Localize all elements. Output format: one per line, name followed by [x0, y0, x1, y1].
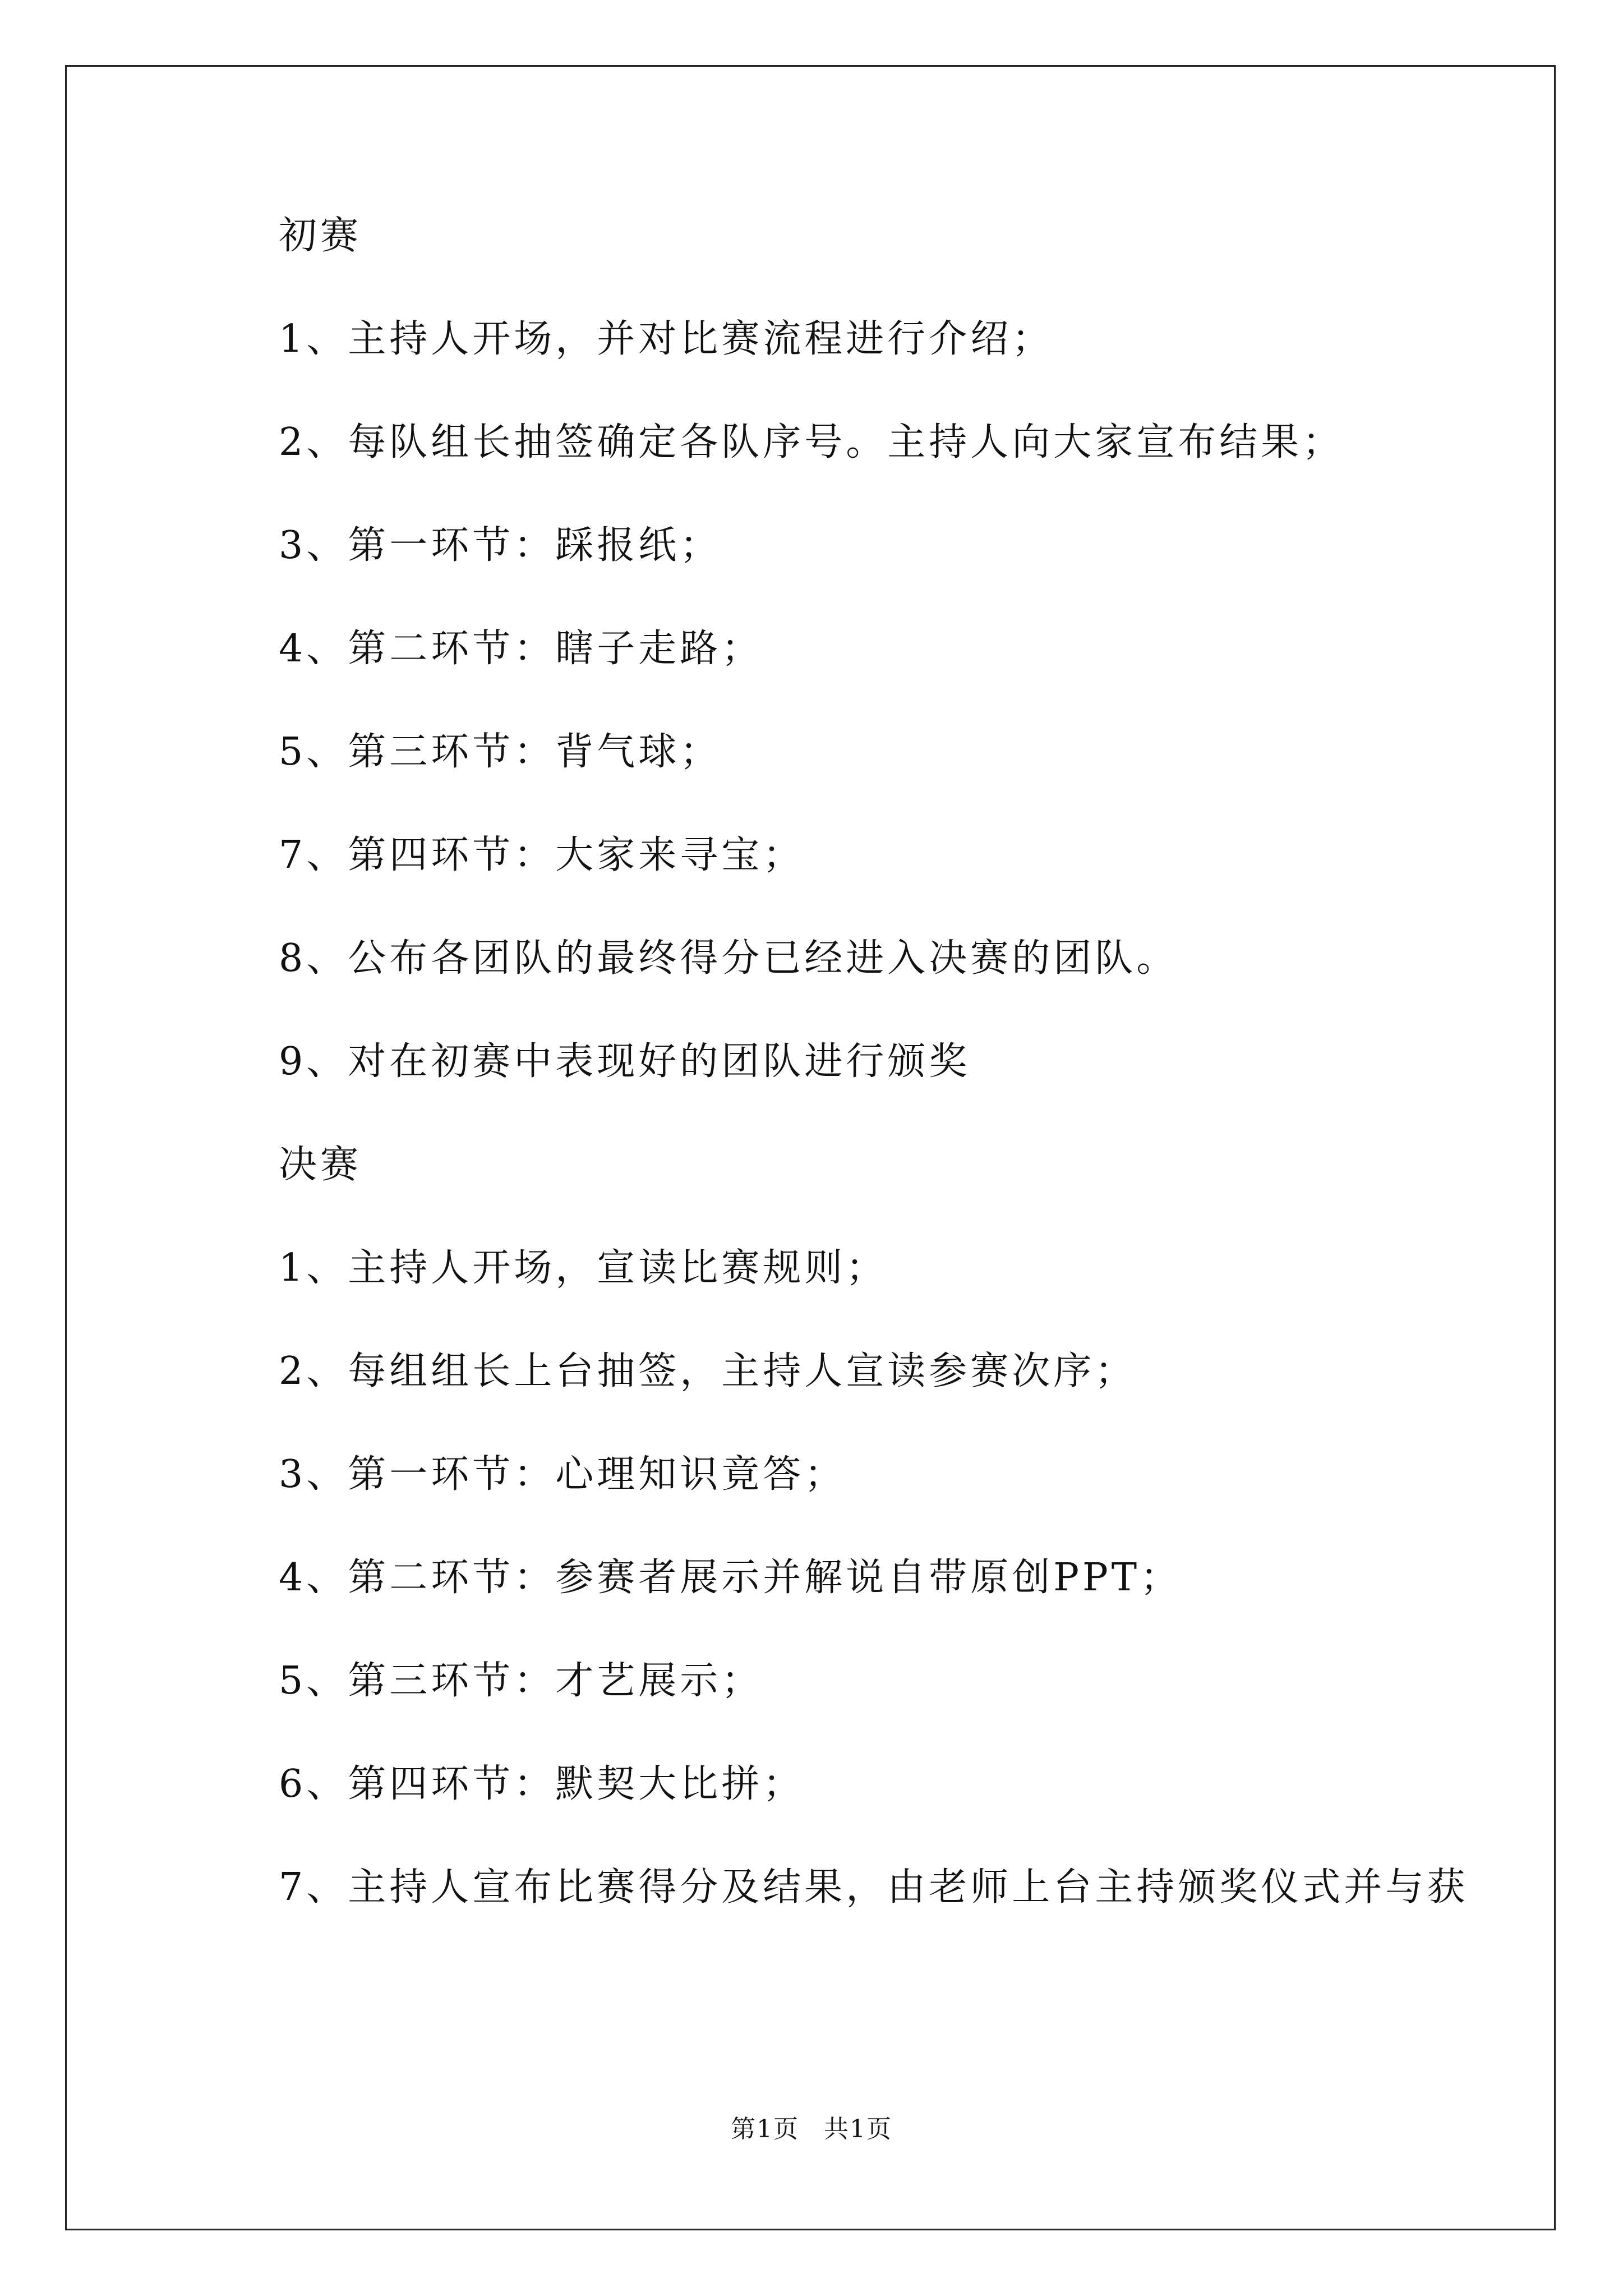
list-item: 1、主持人开场，并对比赛流程进行介绍；	[279, 317, 1054, 361]
section-heading-preliminary: 初赛	[279, 214, 362, 258]
list-item: 3、第一环节：心理知识竟答；	[279, 1452, 846, 1497]
list-item: 8、公布各团队的最终得分已经进入决赛的团队。	[279, 936, 1178, 981]
list-item: 4、第二环节：瞎子走路；	[279, 627, 763, 671]
page-number-current: 第1页	[731, 2115, 799, 2143]
list-item: 1、主持人开场，宣读比赛规则；	[279, 1246, 888, 1290]
list-item: 7、第四环节：大家来寻宝；	[279, 833, 805, 877]
list-item: 4、第二环节：参赛者展示并解说自带原创PPT；	[279, 1556, 1182, 1600]
list-item: 5、第三环节：才艺展示；	[279, 1659, 763, 1703]
list-item: 7、主持人宣布比赛得分及结果，由老师上台主持颁奖仪式并与获	[279, 1865, 1469, 1910]
list-item: 2、每队组长抽签确定各队序号。主持人向大家宣布结果；	[279, 420, 1344, 464]
page-footer	[0, 2113, 1623, 2146]
list-item: 3、第一环节：踩报纸；	[279, 523, 722, 568]
list-item: 9、对在初赛中表现好的团队进行颁奖	[279, 1039, 971, 1084]
section-heading-final: 决赛	[279, 1143, 362, 1187]
list-item: 6、第四环节：默契大比拼；	[279, 1762, 805, 1806]
list-item: 5、第三环节：背气球；	[279, 730, 722, 774]
list-item: 2、每组组长上台抽签，主持人宣读参赛次序；	[279, 1349, 1137, 1393]
page-number-total: 共1页	[824, 2115, 892, 2143]
